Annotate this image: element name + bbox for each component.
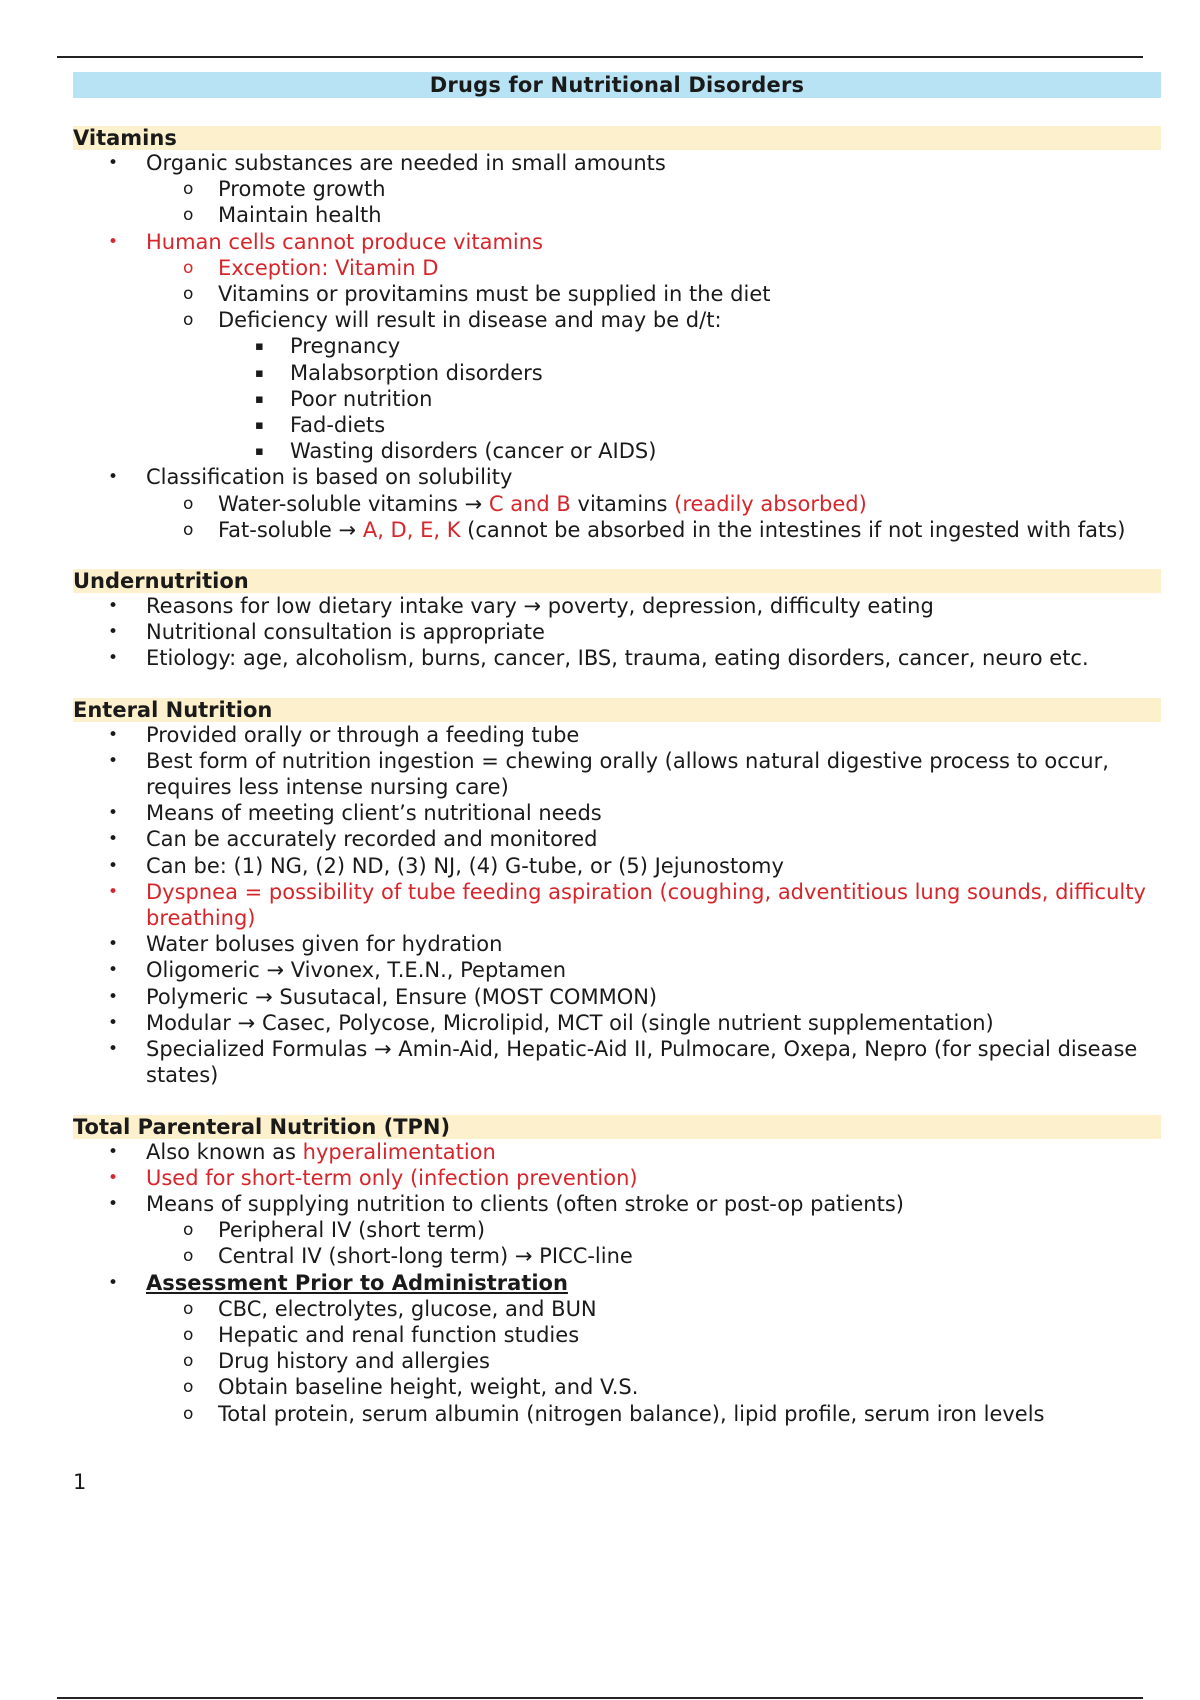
list-item: o Obtain baseline height, weight, and V.S. <box>183 1375 639 1400</box>
arrow-icon: → <box>338 517 357 542</box>
list-item: o Peripheral IV (short term) <box>183 1218 486 1243</box>
list-item: o Water-soluble vitamins → C and B vitamins (readily absorbed) <box>183 491 867 516</box>
section-enteral <box>73 698 1161 1089</box>
list-item: o Drug history and allergies <box>183 1349 490 1374</box>
arrow-icon: → <box>255 984 273 1009</box>
list-item: • Also known as hyperalimentation <box>108 1139 496 1164</box>
list-item: • Provided orally or through a feeding tube <box>108 722 580 747</box>
list-item: ▪ Wasting disorders (cancer or AIDS) <box>255 439 657 464</box>
list-item: • Human cells cannot produce vitamins <box>108 229 543 254</box>
list-item: ▪ Malabsorption disorders <box>255 360 543 385</box>
list-item: o Deficiency will result in disease and may be d/t: <box>183 308 722 333</box>
list-item: • Etiology: age, alcoholism, burns, cancer, IBS, trauma, eating disorders, cancer, neuro etc. <box>108 646 1089 671</box>
subheading: Assessment Prior to Administration <box>146 1270 568 1295</box>
list-item: • Used for short-term only (infection prevention) <box>108 1165 638 1190</box>
list-item: o Hepatic and renal function studies <box>183 1322 580 1347</box>
section-vitamins <box>73 126 1161 543</box>
section-undernutrition <box>73 569 1161 672</box>
section-tpn <box>73 1115 1161 1427</box>
arrow-icon: → <box>514 1244 533 1269</box>
list-item: o Exception: Vitamin D <box>183 255 439 280</box>
list-item: ▪ Poor nutrition <box>255 386 433 411</box>
arrow-icon: → <box>237 1010 256 1035</box>
section-heading: Vitamins <box>73 126 1161 150</box>
arrow-icon: → <box>374 1037 392 1062</box>
list-item: ▪ Fad-diets <box>255 413 386 438</box>
list-item: • Reasons for low dietary intake vary → poverty, depression, difficulty eating <box>108 594 934 619</box>
page-title: Drugs for Nutritional Disorders <box>73 72 1161 98</box>
section-heading: Total Parenteral Nutrition (TPN) <box>73 1115 1161 1139</box>
list-item: • Classification is based on solubility <box>108 465 513 490</box>
list-item: • Oligomeric → Vivonex, T.E.N., Peptamen <box>108 958 567 983</box>
section-heading: Undernutrition <box>73 569 1161 593</box>
list-item: o Promote growth <box>183 177 386 202</box>
section-heading: Enteral Nutrition <box>73 698 1161 722</box>
list-item: o Central IV (short-long term) → PICC-line <box>183 1244 633 1269</box>
arrow-icon: → <box>266 958 285 983</box>
list-item: • Best form of nutrition ingestion = chewing orally (allows natural digestive process to occur, requires less intense nursing care) <box>108 748 1109 800</box>
list-item: ▪ Pregnancy <box>255 334 401 359</box>
list-item: • Can be: (1) NG, (2) ND, (3) NJ, (4) G-tube, or (5) Jejunostomy <box>108 853 784 878</box>
list-item: • Nutritional consultation is appropriate <box>108 620 545 645</box>
list-item: • Dyspnea = possibility of tube feeding aspiration (coughing, adventitious lung sounds, difficulty breathing) <box>108 879 1146 931</box>
arrow-icon: → <box>523 594 542 619</box>
list-item: • Polymeric → Susutacal, Ensure (MOST COMMON) <box>108 984 658 1009</box>
list-item: • Means of meeting client’s nutritional needs <box>108 801 602 826</box>
list-item: o Maintain health <box>183 203 382 228</box>
list-item: • Water boluses given for hydration <box>108 932 503 957</box>
arrow-icon: → <box>464 491 483 516</box>
list-item: o Vitamins or provitamins must be supplied in the diet <box>183 282 771 307</box>
list-item: o CBC, electrolytes, glucose, and BUN <box>183 1296 597 1321</box>
page-number: 1 <box>73 1470 87 1494</box>
list-item: o Total protein, serum albumin (nitrogen balance), lipid profile, serum iron levels <box>183 1401 1045 1426</box>
list-item: • Specialized Formulas → Amin-Aid, Hepatic-Aid II, Pulmocare, Oxepa, Nepro (for special disease states) <box>108 1037 1138 1088</box>
list-item: • Can be accurately recorded and monitored <box>108 827 598 852</box>
list-item: • Assessment Prior to Administration <box>108 1270 568 1295</box>
list-item: o Fat-soluble → A, D, E, K (cannot be absorbed in the intestines if not ingested with fats) <box>183 517 1126 542</box>
document-page <box>73 72 1161 1427</box>
list-item: • Modular → Casec, Polycose, Microlipid, MCT oil (single nutrient supplementation) <box>108 1010 994 1035</box>
bottom-rule <box>57 1697 1143 1699</box>
list-item: • Means of supplying nutrition to clients (often stroke or post-op patients) <box>108 1191 904 1216</box>
top-rule <box>57 56 1143 58</box>
list-item: • Organic substances are needed in small amounts <box>108 151 666 175</box>
